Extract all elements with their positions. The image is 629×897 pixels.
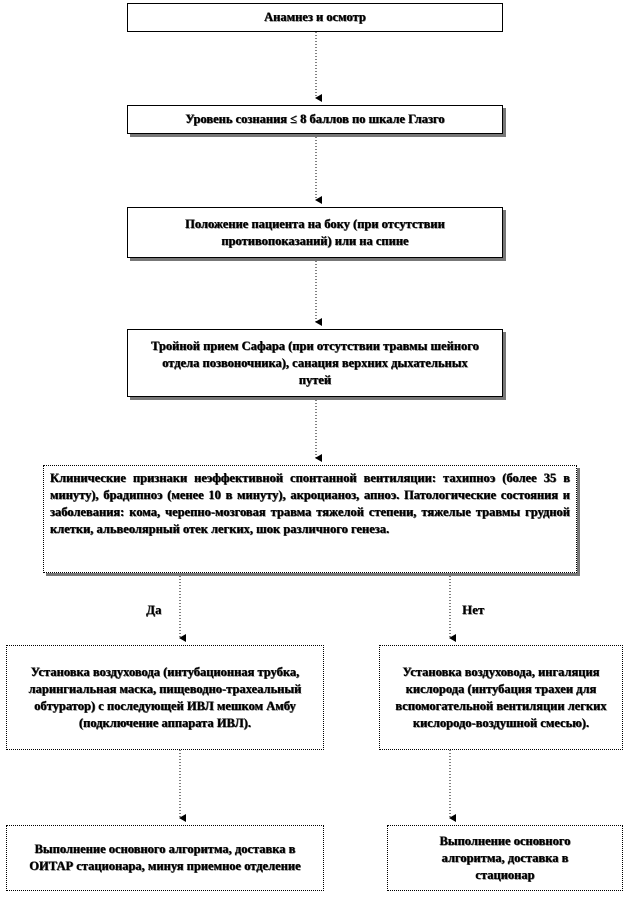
step-anamnesis-text: Анамнез и осмотр — [264, 10, 366, 24]
outcome-yes-text: Выполнение основного алгоритма, доставка в ОИТАР стационара, минуя приемное отделение — [29, 842, 301, 873]
step-safar-text: Тройной прием Сафара (при отсутствии травмы шейного отдела позвоночника), санация верхних дыхательных путей — [151, 338, 479, 387]
outcome-no — [387, 825, 623, 891]
step-safar — [127, 329, 503, 397]
action-yes-text: Установка воздуховода (интубационная трубка, ларингиальная маска, пищеводно-трахеальный обтуратор) с последующей ИВЛ мешком Амбу (подключение аппарата ИВЛ). — [28, 664, 302, 730]
decision-text: Клинические признаки неэффективной спонтанной вентиляции: тахипноэ (более 35 в минуту), брадипноэ (менее 10 в минуту), акроцианоз, апноэ. Патологические состояния и заболевания: кома, черепно-мозговая травма тяжелой степени, тяжелые травмы грудной клетки, альвеолярный отек легких, шок различного генеза. — [50, 471, 570, 536]
step-anamnesis — [127, 3, 503, 32]
label-yes: Да — [146, 602, 162, 617]
outcome-yes — [6, 825, 324, 891]
decision-box — [43, 465, 577, 573]
step-consciousness — [127, 105, 503, 134]
label-no: Нет — [462, 602, 485, 617]
outcome-no-text: Выполнение основного алгоритма, доставка в стационар — [439, 833, 571, 882]
step-position — [127, 207, 503, 258]
step-position-text: Положение пациента на боку (при отсутствии противопоказаний) или на спине — [185, 216, 445, 248]
step-consciousness-text: Уровень сознания ≤ 8 баллов по шкале Глазго — [185, 112, 445, 126]
action-no-text: Установка воздуховода, ингаляция кислорода (интубация трахеи для вспомогательной вентиляции легких кислородо-воздушной смесью). — [395, 664, 607, 730]
action-yes — [6, 645, 324, 750]
action-no — [379, 645, 623, 750]
